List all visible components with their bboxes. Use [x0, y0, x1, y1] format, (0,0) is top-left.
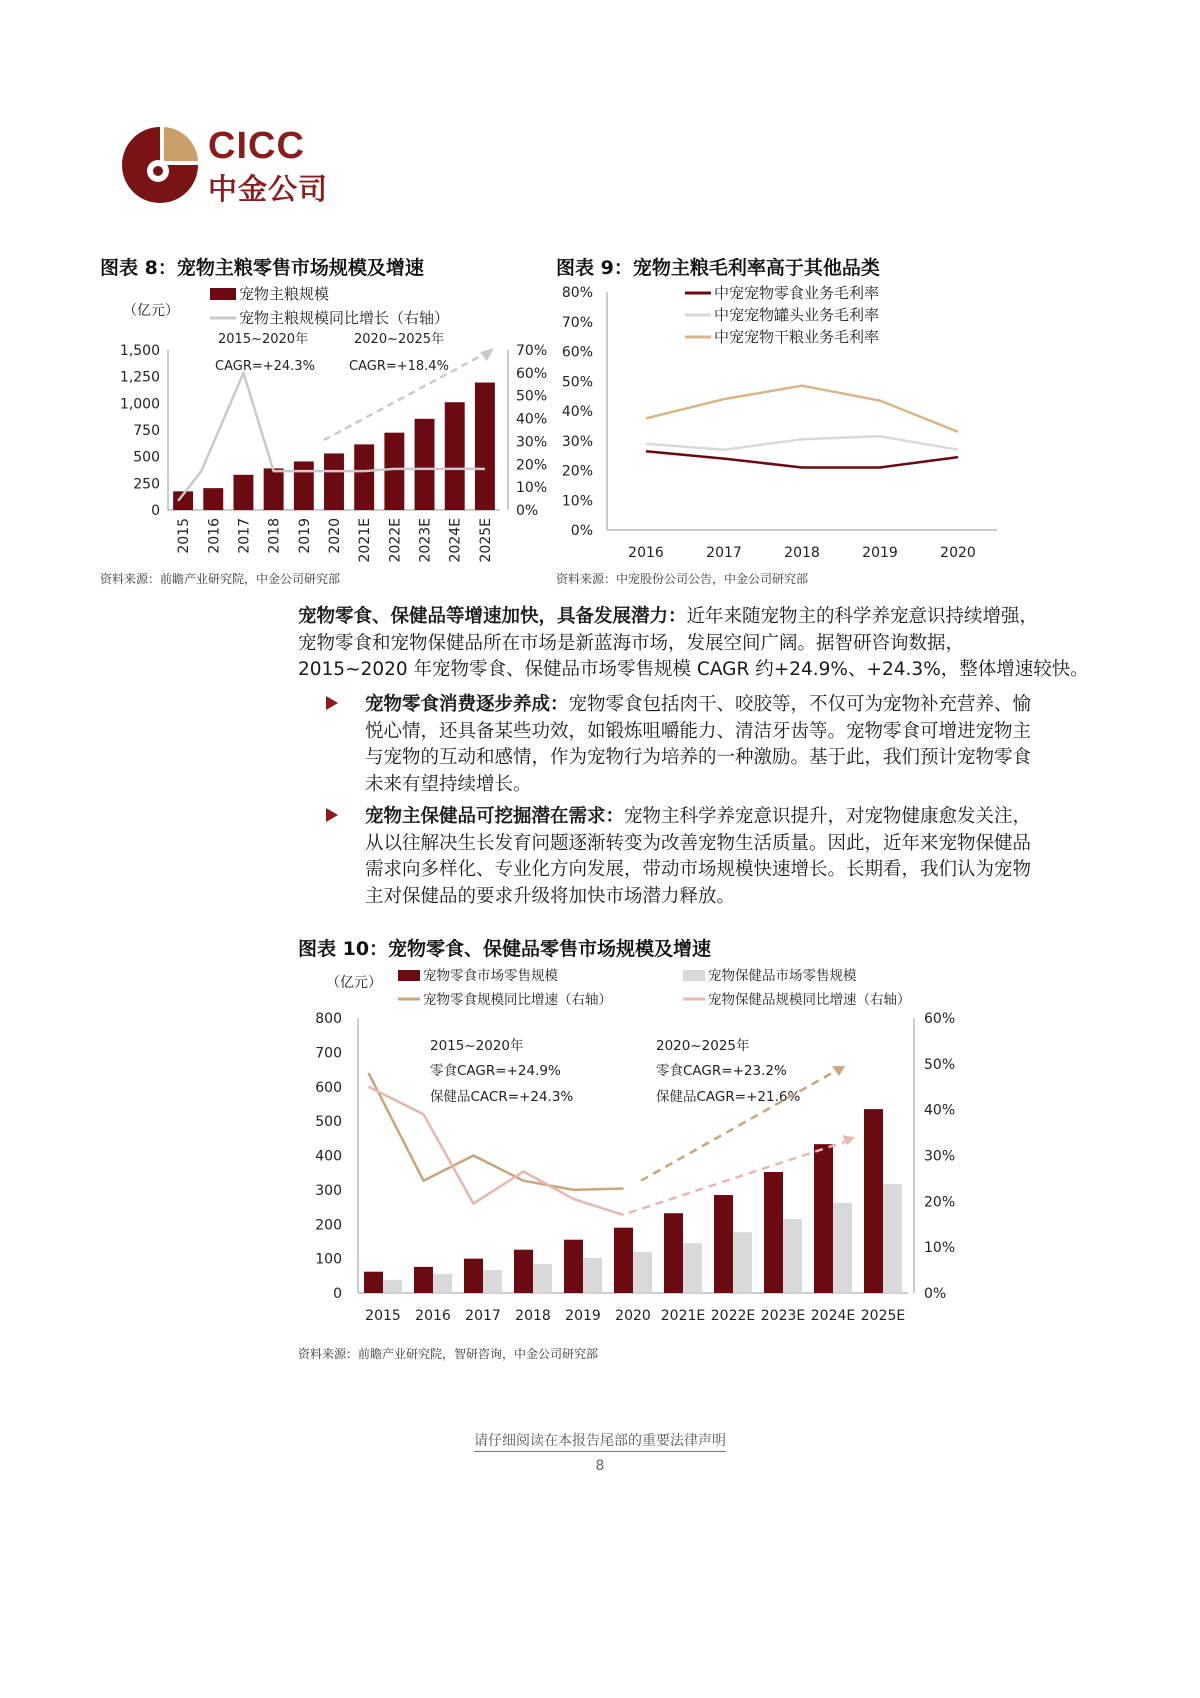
fig10-xtick: 2023E	[760, 1308, 806, 1324]
fig10-bar-snack	[714, 1195, 733, 1293]
fig10-bar-snack	[614, 1228, 633, 1293]
fig10-xtick: 2017	[465, 1308, 501, 1324]
fig8-ytick-right: 60%	[516, 365, 548, 382]
fig8-xtick: 2016	[206, 518, 223, 554]
intro-line-2: 宠物零食和宠物保健品所在市场是新蓝海市场，发展空间广阔。据智研咨询数据，	[298, 632, 965, 654]
fig10-title: 图表 10：宠物零食、保健品零售市场规模及增速	[298, 938, 712, 960]
bullet-health	[326, 804, 1106, 910]
fig8-title: 图表 8：宠物主粮零售市场规模及增速	[100, 257, 424, 279]
fig8-xtick: 2022E	[387, 518, 404, 563]
fig8-legend-bar-label: 宠物主粮规模	[239, 285, 330, 303]
bullet-snack-line-2: 悦心情，还具备某些功效，如锻炼咀嚼能力、清洁牙齿等。宠物零食可增进宠物主	[365, 720, 1032, 742]
fig8-xtick: 2018	[266, 518, 283, 554]
fig9-legend	[685, 284, 879, 346]
fig10-bar-health	[833, 1203, 852, 1293]
fig8-trend-arrowhead	[480, 348, 494, 361]
fig10-unit: （亿元）	[326, 975, 382, 991]
fig10-bar-snack	[814, 1144, 833, 1293]
fig9-xtick: 2019	[862, 545, 898, 561]
fig10-bar-snack	[864, 1109, 883, 1293]
intro-paragraph	[298, 604, 1118, 684]
fig8-annot-cagr2: CAGR=+18.4%	[349, 359, 449, 374]
fig9-plot-area	[562, 285, 997, 561]
bullet-snack-line-1: 宠物零食包括肉干、咬胶等，不仅可为宠物补充营养、愉	[568, 694, 1032, 715]
fig10-ytick-right: 40%	[924, 1102, 956, 1119]
fig10-ytick-right: 30%	[924, 1148, 956, 1165]
fig9-chart	[555, 280, 1015, 570]
fig10-bar-health	[783, 1219, 802, 1293]
fig8-ytick-left: 1,250	[119, 369, 160, 386]
footer-legal-note	[0, 1430, 1200, 1450]
fig9-ytick: 60%	[561, 344, 593, 361]
intro-line-3: 2015~2020 年宠物零食、保健品市场零售规模 CAGR 约+24.9%、+24.3%，整体增速较快。	[298, 659, 1089, 680]
fig10-annot-snack-cagr2: 零食CAGR=+23.2%	[656, 1063, 787, 1079]
fig9-title: 图表 9：宠物主粮毛利率高于其他品类	[556, 257, 880, 279]
fig10-xtick: 2020	[615, 1308, 651, 1324]
fig8-chart	[95, 280, 555, 570]
bullet-health-bold: 宠物主保健品可挖掘潜在需求：	[365, 806, 625, 827]
fig10-ytick-left: 600	[315, 1079, 342, 1096]
fig8-ytick-left: 0	[151, 503, 160, 519]
fig10-annot-snack-cagr1: 零食CAGR=+24.9%	[430, 1063, 561, 1079]
fig10-xtick: 2021E	[660, 1308, 706, 1324]
fig8-xtick: 2017	[236, 518, 253, 554]
fig9-ytick: 10%	[561, 493, 593, 510]
fig8-bar	[233, 475, 253, 510]
fig9-ytick: 80%	[561, 285, 593, 301]
fig10-legend-snack-swatch	[398, 970, 420, 981]
fig8-ytick-left: 1,000	[119, 396, 160, 413]
fig10-legend-health-label: 宠物保健品市场零售规模	[708, 968, 857, 984]
fig9-series-line-2	[646, 386, 958, 432]
fig9-ytick: 40%	[561, 404, 593, 420]
fig10-annot-health-cagr1: 保健品CACR=+24.3%	[430, 1089, 574, 1105]
fig10-bar-health	[583, 1258, 602, 1293]
fig10-legend-snack-label: 宠物零食市场零售规模	[423, 968, 558, 984]
fig8-annot-period2: 2020~2025年	[354, 332, 445, 347]
fig10-xtick: 2022E	[710, 1308, 756, 1324]
fig8-legend-line-label: 宠物主粮规模同比增长（右轴）	[239, 309, 450, 327]
fig8-bar	[264, 468, 284, 510]
fig10-ytick-left: 300	[315, 1182, 342, 1199]
fig10-bar-health	[483, 1270, 502, 1293]
fig10-ytick-right: 0%	[924, 1286, 947, 1302]
fig10-ytick-right: 20%	[924, 1194, 956, 1211]
fig8-ytick-left: 750	[133, 423, 160, 439]
fig9-series-line-0	[646, 451, 958, 467]
fig10-trend-arrow-health	[629, 1142, 845, 1213]
fig8-xtick: 2019	[296, 518, 313, 554]
fig9-ytick: 20%	[561, 463, 593, 480]
fig8-bar	[324, 453, 344, 510]
fig9-legend-label-dry: 中宠宠物干粮业务毛利率	[714, 328, 880, 346]
fig9-xtick: 2018	[784, 545, 820, 561]
bullet-arrow-icon	[326, 696, 338, 710]
bullet-snack-line-3: 与宠物的互动和感情，作为宠物行为培养的一种激励。基于此，我们预计宠物零食	[365, 747, 1032, 768]
fig10-legend-snack-growth-label: 宠物零食规模同比增速（右轴）	[423, 992, 612, 1008]
footer-legal-note-text: 请仔细阅读在本报告尾部的重要法律声明	[474, 1433, 726, 1452]
fig10-bar-health	[633, 1252, 652, 1293]
fig8-xtick: 2024E	[447, 518, 464, 563]
fig8-ytick-right: 20%	[516, 457, 548, 474]
bullet-health-line-2: 从以往解决生长发育问题逐渐转变为改善宠物生活质量。因此，近年来宠物保健品	[365, 832, 1032, 854]
logo-text-en: CICC	[208, 125, 305, 167]
fig10-ytick-left: 400	[315, 1148, 342, 1165]
fig10-ytick-left: 100	[315, 1251, 342, 1268]
fig9-legend-label-can: 中宠宠物罐头业务毛利率	[714, 306, 880, 324]
fig10-legend	[398, 967, 911, 1008]
fig10-trend-arrowhead-health	[842, 1135, 855, 1145]
fig10-bar-health	[883, 1184, 902, 1293]
fig8-xtick: 2020	[327, 518, 343, 554]
fig10-xtick: 2024E	[810, 1308, 856, 1324]
fig10-bar-health	[383, 1280, 402, 1293]
fig10-ytick-right: 50%	[924, 1056, 956, 1073]
fig10-ytick-left: 700	[315, 1045, 342, 1062]
fig10-bar-health	[683, 1243, 702, 1293]
fig8-ytick-right: 0%	[516, 503, 539, 519]
fig10-bar-snack	[464, 1259, 483, 1293]
fig10-legend-health-growth-label: 宠物保健品规模同比增速（右轴）	[708, 992, 911, 1008]
fig10-xtick: 2016	[415, 1308, 451, 1324]
fig10-bar-snack	[564, 1240, 583, 1293]
fig10-xtick: 2015	[365, 1308, 401, 1324]
fig8-xtick: 2015	[176, 518, 193, 554]
fig8-ytick-left: 1,500	[119, 343, 160, 359]
fig10-bar-health	[533, 1264, 552, 1293]
fig10-ytick-left: 800	[315, 1011, 342, 1027]
bullet-snack-bold: 宠物零食消费逐步养成：	[365, 694, 569, 715]
fig8-legend	[210, 285, 449, 327]
page-number: 8	[595, 1458, 605, 1474]
fig8-legend-bar-swatch	[210, 288, 236, 300]
intro-line-1: 近年来随宠物主的科学养宠意识持续增强，	[686, 606, 1039, 627]
fig10-ytick-left: 200	[315, 1217, 342, 1234]
cicc-logo	[120, 125, 330, 205]
fig10-xtick: 2025E	[860, 1308, 906, 1324]
fig10-source: 资料来源：前瞻产业研究院，智研咨询，中金公司研究部	[298, 1347, 599, 1361]
fig8-ytick-right: 70%	[516, 343, 548, 359]
fig8-ytick-left: 250	[133, 476, 160, 493]
fig9-legend-label-snack: 中宠宠物零食业务毛利率	[714, 284, 880, 302]
fig8-source: 资料来源：前瞻产业研究院，中金公司研究部	[100, 572, 341, 586]
fig9-source: 资料来源：中宠股份公司公告，中金公司研究部	[556, 572, 809, 586]
fig10-legend-health-swatch	[683, 970, 705, 981]
fig10-plot-area	[315, 1011, 955, 1324]
fig8-plot-area	[120, 343, 547, 562]
fig10-xtick: 2018	[515, 1308, 551, 1324]
fig8-unit: （亿元）	[123, 303, 179, 319]
fig8-ytick-left: 500	[133, 449, 160, 466]
fig8-annot-cagr1: CAGR=+24.3%	[215, 359, 315, 374]
fig10-bar-snack	[664, 1213, 683, 1293]
fig10-annot-health-cagr2: 保健品CAGR=+21.6%	[656, 1089, 801, 1105]
fig8-bar	[445, 402, 465, 510]
bullet-arrow-icon	[326, 808, 338, 822]
cicc-logo-mark	[120, 125, 200, 205]
bullet-health-line-4: 主对保健品的要求升级将加快市场潜力释放。	[365, 885, 736, 907]
fig8-ytick-right: 40%	[516, 411, 548, 428]
logo-text-cn: 中金公司	[208, 172, 329, 206]
fig10-trend-arrow-snack	[641, 1071, 836, 1181]
bullet-snack-line-4: 未来有望持续增长。	[365, 773, 532, 795]
fig8-bar	[203, 488, 223, 510]
fig8-ytick-right: 50%	[516, 388, 548, 405]
fig9-xtick: 2016	[628, 545, 664, 561]
fig8-ytick-right: 10%	[516, 480, 548, 497]
fig10-annot-period1: 2015~2020年	[430, 1038, 524, 1054]
fig10-ytick-left: 500	[315, 1114, 342, 1131]
fig10-bar-snack	[514, 1250, 533, 1293]
fig9-xtick: 2017	[706, 545, 742, 561]
intro-bold: 宠物零食、保健品等增速加快，具备发展潜力：	[298, 606, 687, 627]
fig10-bar-health	[433, 1274, 452, 1293]
fig8-xtick: 2021E	[357, 518, 374, 563]
fig8-bar	[384, 433, 404, 510]
fig10-bar-snack	[364, 1272, 383, 1293]
fig9-xtick: 2020	[940, 545, 976, 561]
fig8-bar	[415, 419, 435, 510]
fig9-series-line-1	[646, 436, 958, 449]
fig10-ytick-right: 10%	[924, 1240, 956, 1257]
fig10-bar-health	[733, 1232, 752, 1293]
fig10-xtick: 2019	[565, 1308, 601, 1324]
fig10-annot-period2: 2020~2025年	[656, 1038, 750, 1054]
fig8-xtick: 2025E	[477, 518, 494, 563]
fig9-ytick: 30%	[561, 433, 593, 450]
fig8-bar	[294, 461, 314, 510]
fig10-bar-snack	[764, 1172, 783, 1293]
fig10-ytick-right: 60%	[924, 1011, 956, 1027]
fig8-ytick-right: 30%	[516, 434, 548, 451]
fig10-trend-arrowhead-snack	[832, 1066, 845, 1076]
fig8-annot-period1: 2015~2020年	[218, 332, 309, 347]
fig8-bar	[475, 383, 495, 510]
fig9-ytick: 70%	[561, 314, 593, 331]
bullet-snack	[326, 692, 1106, 798]
fig10-chart	[290, 960, 1010, 1335]
fig10-bar-snack	[414, 1267, 433, 1293]
fig8-xtick: 2023E	[417, 518, 434, 563]
fig10-ytick-left: 0	[333, 1286, 342, 1302]
fig8-bar	[354, 444, 374, 510]
fig10-growth-line-3	[369, 1087, 624, 1215]
fig9-ytick: 0%	[570, 523, 593, 539]
bullet-health-line-1: 宠物主科学养宠意识提升，对宠物健康愈发关注，	[624, 806, 1032, 827]
bullet-health-line-3: 需求向多样化、专业化方向发展，带动市场规模快速增长。长期看，我们认为宠物	[365, 859, 1032, 880]
fig9-ytick: 50%	[561, 374, 593, 391]
